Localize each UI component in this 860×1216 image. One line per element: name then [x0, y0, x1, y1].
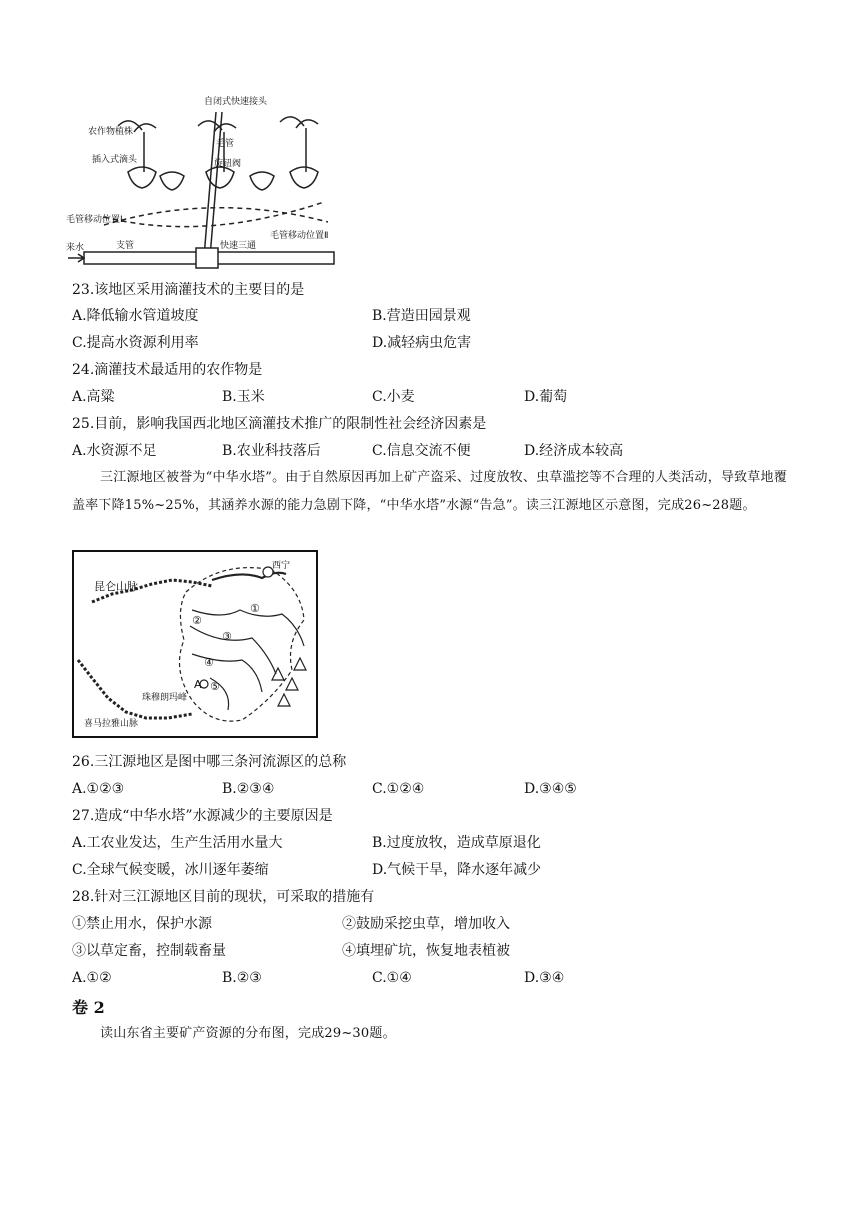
q28-option-a[interactable]: A.①② [72, 970, 112, 986]
q28-statement-3: ③以草定畜，控制载畜量 [72, 943, 226, 959]
label-valve: 旋钮阀 [214, 159, 242, 169]
label-himalaya: 喜马拉雅山脉 [84, 719, 139, 729]
q25-stem: 25.目前，影响我国西北地区滴灌技术推广的限制性社会经济因素是 [72, 416, 487, 432]
drip-irrigation-diagram [64, 92, 344, 272]
label-point-a: A [194, 678, 202, 691]
label-emitter: 插入式滴头 [92, 155, 138, 165]
section-2-title: 卷 2 [72, 998, 105, 1017]
q26-option-b[interactable]: B.②③④ [222, 781, 275, 797]
q23-option-c[interactable]: C.提高水资源利用率 [72, 335, 199, 351]
label-river-5: ⑤ [210, 680, 220, 693]
label-xining: 西宁 [272, 561, 291, 571]
q24-option-b[interactable]: B.玉米 [222, 389, 265, 405]
q27-option-c[interactable]: C.全球气候变暖，冰川逐年萎缩 [72, 862, 269, 878]
q27-option-d[interactable]: D.气候干旱，降水逐年减少 [372, 862, 542, 878]
q24-option-c[interactable]: C.小麦 [372, 389, 415, 405]
q25-option-c[interactable]: C.信息交流不便 [372, 443, 471, 459]
q23-option-d[interactable]: D.减轻病虫危害 [372, 335, 472, 351]
q28-statement-1: ①禁止用水，保护水源 [72, 916, 212, 932]
q26-option-d[interactable]: D.③④⑤ [524, 781, 577, 797]
label-qomolangma: 珠穆朗玛峰 [142, 693, 188, 703]
q24-option-d[interactable]: D.葡萄 [524, 389, 568, 405]
q28-statement-4: ④填埋矿坑，恢复地表植被 [342, 943, 510, 959]
q24-stem: 24.滴灌技术最适用的农作物是 [72, 362, 263, 378]
q23-option-a[interactable]: A.降低输水管道坡度 [72, 308, 199, 324]
label-plant: 农作物植株 [88, 127, 134, 137]
q27-option-b[interactable]: B.过度放牧，造成草原退化 [372, 835, 541, 851]
q27-option-a[interactable]: A.工农业发达，生产生活用水量大 [72, 835, 283, 851]
label-tee: 快速三通 [220, 241, 257, 251]
q24-option-a[interactable]: A.高粱 [72, 389, 115, 405]
q25-option-d[interactable]: D.经济成本较高 [524, 443, 624, 459]
section-2-intro: 读山东省主要矿产资源的分布图，完成29~30题。 [100, 1026, 396, 1041]
q26-option-a[interactable]: A.①②③ [72, 781, 125, 797]
q28-option-d[interactable]: D.③④ [524, 970, 565, 986]
q28-statement-2: ②鼓励采挖虫草，增加收入 [342, 916, 510, 932]
q23-option-b[interactable]: B.营造田园景观 [372, 308, 471, 324]
label-river-1: ① [250, 602, 260, 615]
q26-stem: 26.三江源地区是图中哪三条河流源区的总称 [72, 754, 347, 770]
label-pos2: 毛管移动位置Ⅱ [270, 231, 329, 241]
passage-sanjiangyuan: 三江源地区被誉为“中华水塔”。由于自然原因再加上矿产盗采、过度放牧、虫草滥挖等不合理的人类活动，导致草地覆盖率下降15%~25%，其涵养水源的能力急剧下降，“中华水塔”水源“告急”。读三江源地区示意图，完成26~28题。 [72, 470, 787, 513]
q23-stem: 23.该地区采用滴灌技术的主要目的是 [72, 282, 305, 298]
sanjiangyuan-map [72, 550, 318, 738]
label-river-2: ② [192, 614, 202, 627]
label-inflow: 来水 [66, 243, 85, 253]
label-capillary: 毛管 [216, 139, 235, 149]
q28-option-c[interactable]: C.①④ [372, 970, 412, 986]
q28-option-b[interactable]: B.②③ [222, 970, 262, 986]
q25-option-b[interactable]: B.农业科技落后 [222, 443, 321, 459]
label-pos1: 毛管移动位置Ⅰ [66, 215, 123, 225]
label-connector: 自闭式快速接头 [204, 97, 268, 107]
q26-option-c[interactable]: C.①②④ [372, 781, 425, 797]
label-river-3: ③ [222, 630, 232, 643]
label-branch: 支管 [116, 241, 135, 251]
q25-option-a[interactable]: A.水资源不足 [72, 443, 157, 459]
q28-stem: 28.针对三江源地区目前的现状，可采取的措施有 [72, 889, 375, 905]
q27-stem: 27.造成“中华水塔”水源减少的主要原因是 [72, 808, 333, 824]
label-river-4: ④ [204, 656, 214, 669]
label-kunlun: 昆仑山脉 [94, 580, 138, 593]
